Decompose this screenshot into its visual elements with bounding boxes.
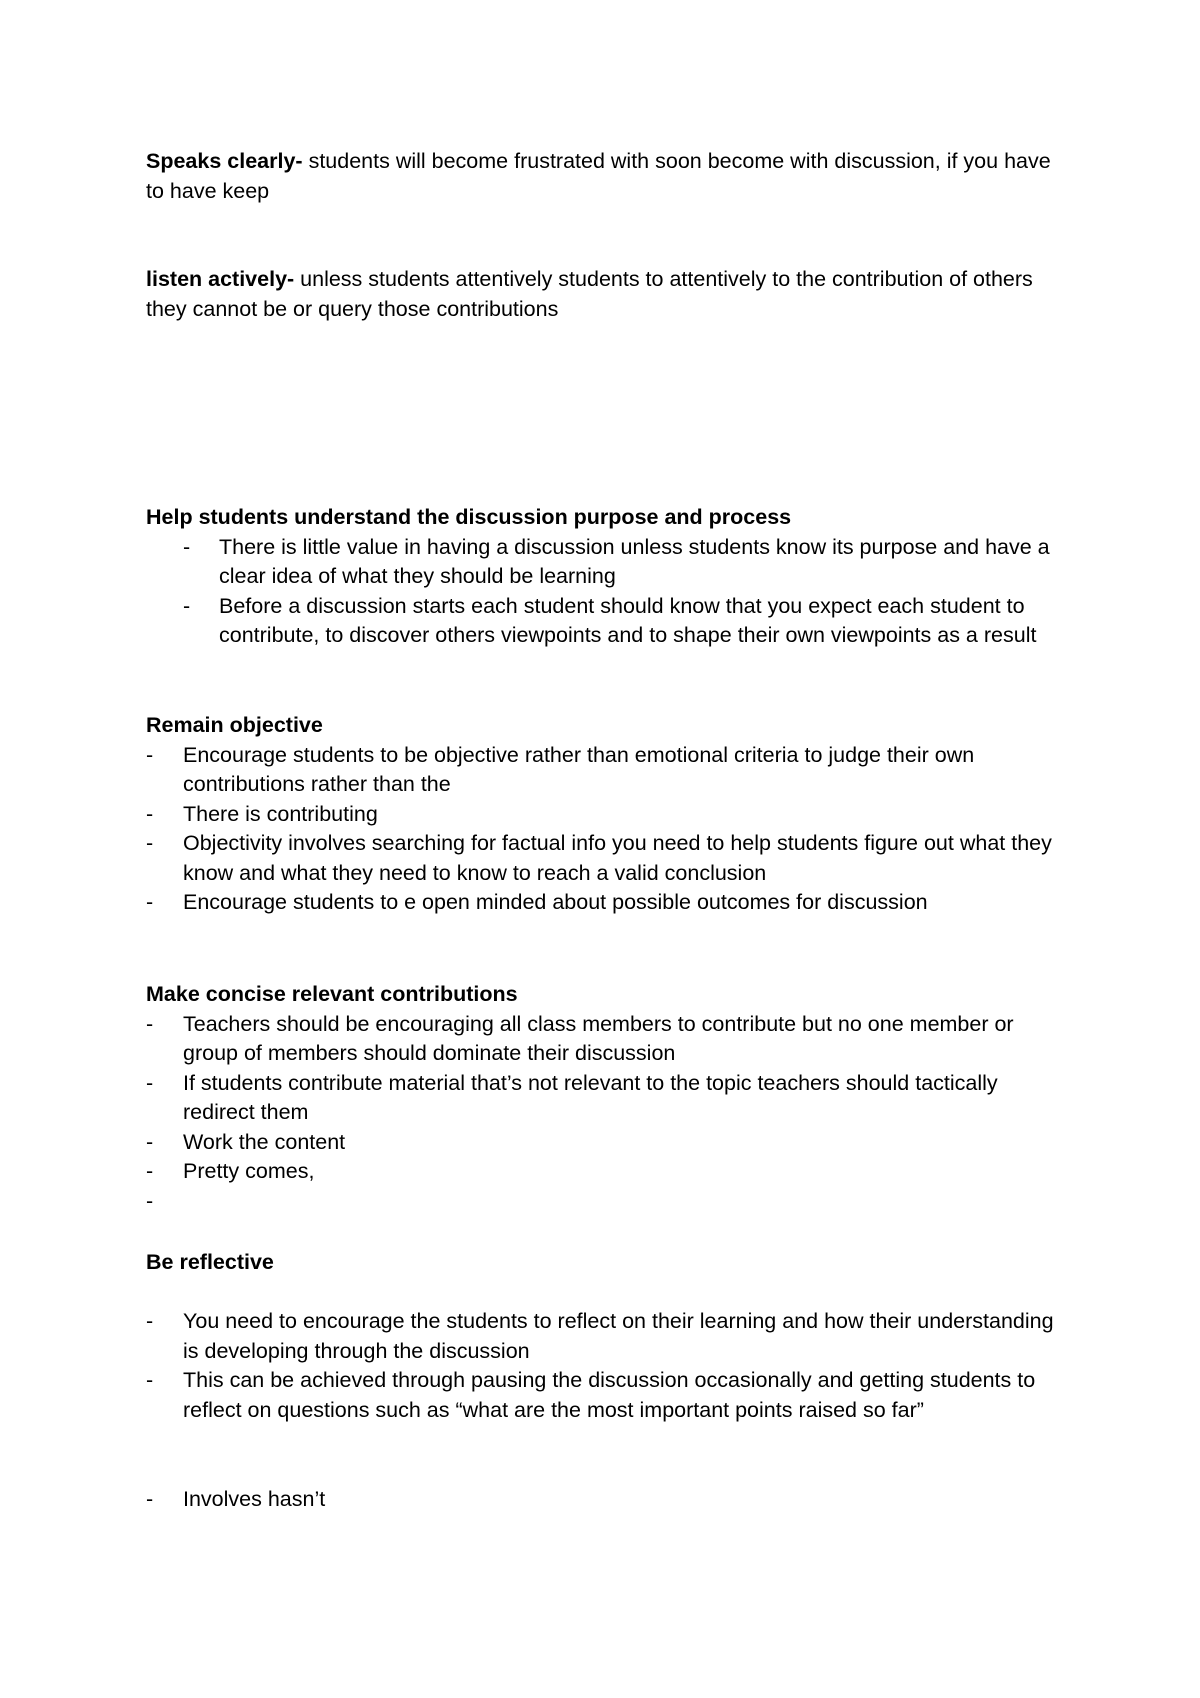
list-item: - Involves hasn’t [146,1485,1066,1515]
dash-bullet: - [146,1487,154,1511]
dash-bullet: - [146,1188,154,1213]
remain-objective-list [146,741,1066,918]
be-reflective-heading: Be reflective [146,1250,274,1274]
speaks-clearly-term: Speaks clearly- [146,149,303,173]
dash-bullet: - [146,890,154,914]
help-students-section [146,503,1066,651]
list-item: - If students contribute material that’s not relevant to the topic teachers should tactically redirect them [146,1070,998,1124]
listen-actively-text: unless students attentively students to attentively to the contribution of others they cannot be or query those contributions [146,267,1033,321]
dash-bullet: - [183,593,191,618]
dash-bullet: - [146,1309,154,1333]
concise-contributions-heading: Make concise relevant contributions [146,982,518,1006]
dash-bullet: - [146,1368,154,1392]
list-item: - There is contributing [146,800,1066,830]
list-item: - Objectivity involves searching for factual info you need to help students figure out what they know and what they need to know to reach a valid conclusion [146,831,1052,885]
remain-objective-section [146,711,1066,918]
list-item: - Before a discussion starts each student should know that you expect each student to contribute, to discover others viewpoints and to shape their own viewpoints as a result [183,593,1037,647]
dash-bullet: - [146,1159,154,1183]
remain-objective-heading: Remain objective [146,713,323,737]
speaks-clearly-text: students will become frustrated with soon become with discussion, if you have to have keep [146,149,1051,203]
dash-bullet: - [146,801,154,826]
listen-actively-paragraph [146,265,1066,324]
list-item: - Encourage students to e open minded about possible outcomes for discussion [146,888,1066,918]
list-item: - There is little value in having a discussion unless students know its purpose and have a clear idea of what they should be learning [183,534,1050,588]
listen-actively-term: listen actively- [146,267,295,291]
list-item: - Encourage students to be objective rather than emotional criteria to judge their own contributions rather than the [146,742,975,796]
final-note-list [146,1485,1066,1515]
final-note-section [146,1485,1066,1515]
list-item: - This can be achieved through pausing the discussion occasionally and getting students to reflect on questions such as “what are the most important points raised so far” [146,1368,1036,1422]
list-item [146,1187,1066,1217]
list-item: - Teachers should be encouraging all class members to contribute but no one member or group of members should dominate their discussion [146,1011,1014,1065]
help-students-list [146,533,1066,651]
concise-contributions-list [146,1010,1066,1217]
dash-bullet: - [146,1011,154,1036]
help-students-heading: Help students understand the discussion purpose and process [146,505,792,529]
list-item: - You need to encourage the students to reflect on their learning and how their understanding is developing through the discussion [146,1309,1054,1363]
list-item: - Work the content [146,1128,1066,1158]
speaks-clearly-paragraph [146,147,1066,206]
be-reflective-list [146,1307,1066,1425]
dash-bullet: - [146,742,154,767]
be-reflective-section [146,1248,1066,1425]
dash-bullet: - [146,831,154,855]
dash-bullet: - [183,534,191,559]
list-item: - Pretty comes, [146,1157,1066,1187]
dash-bullet: - [146,1070,154,1095]
concise-contributions-section [146,980,1066,1216]
dash-bullet: - [146,1129,154,1154]
